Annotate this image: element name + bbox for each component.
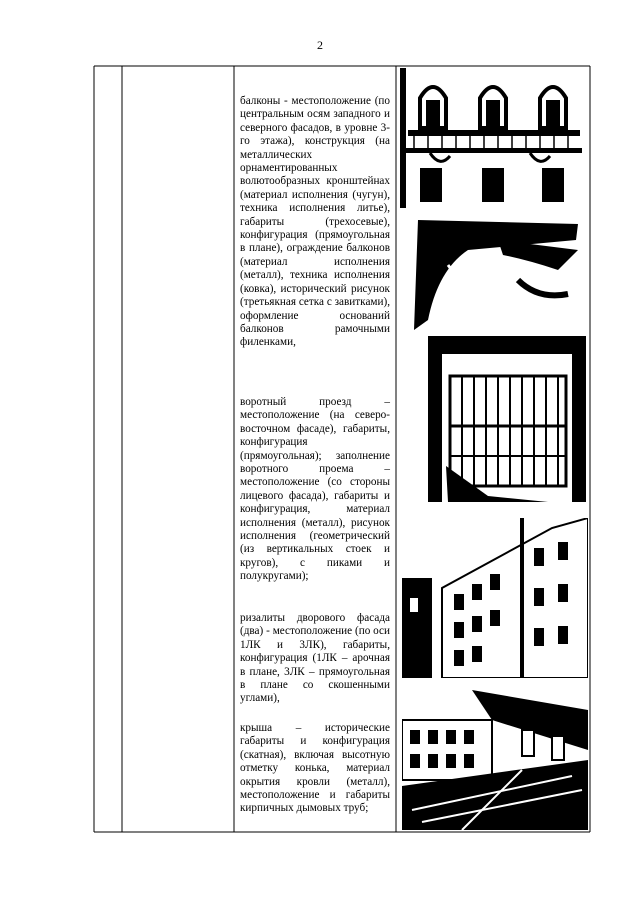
page-number: 2 [317, 38, 323, 52]
facade-balcony-photo [400, 68, 588, 208]
gate-photo [428, 336, 586, 502]
text-roof: крыша – исторические габариты и конфигурация (скатная), включая высотную отметку конька, материал окрытия кровли (металл), местоположение и габариты кирпичных дымовых труб; [240, 722, 390, 815]
courtyard-photo [402, 518, 588, 678]
text-risalits: ризалиты дворового фасада (два) - местоположение (по оси 1ЛК и 3ЛК), габариты, конфигурация (1ЛК – арочная в плане, 3ЛК – прямоугольная в плане со скошенными углами), [240, 612, 390, 705]
balcony-bracket-photo [408, 210, 586, 340]
roof-photo [402, 690, 588, 830]
text-gateway: воротный проезд – местоположение (на северо-восточном фасаде), габариты, конфигурация (прямоугольная); заполнение воротного проема – местоположение (со стороны лицевого фасада), габариты и конфигурация, материал исполнения (металл), рисунок исполнения (геометрический (из вертикальных стоек и кругов), с пиками и полукругами); [240, 396, 390, 583]
text-balconies: балконы - местоположение (по центральным осям западного и северного фасадов, в уровне 3-го этажа), конструкция (на металлических орнаментированных волютообразных кронштейнах (материал исполнения (чугун), техника исполнения литье), габариты (трехосевые), конфигурация (прямоугольная в плане), ограждение балконов (материал исполнения (металл), техника исполнения (ковка), исторический рисунок (третьякная сетка с завитками), оформление оснований балконов рамочными филенками, [240, 95, 390, 349]
